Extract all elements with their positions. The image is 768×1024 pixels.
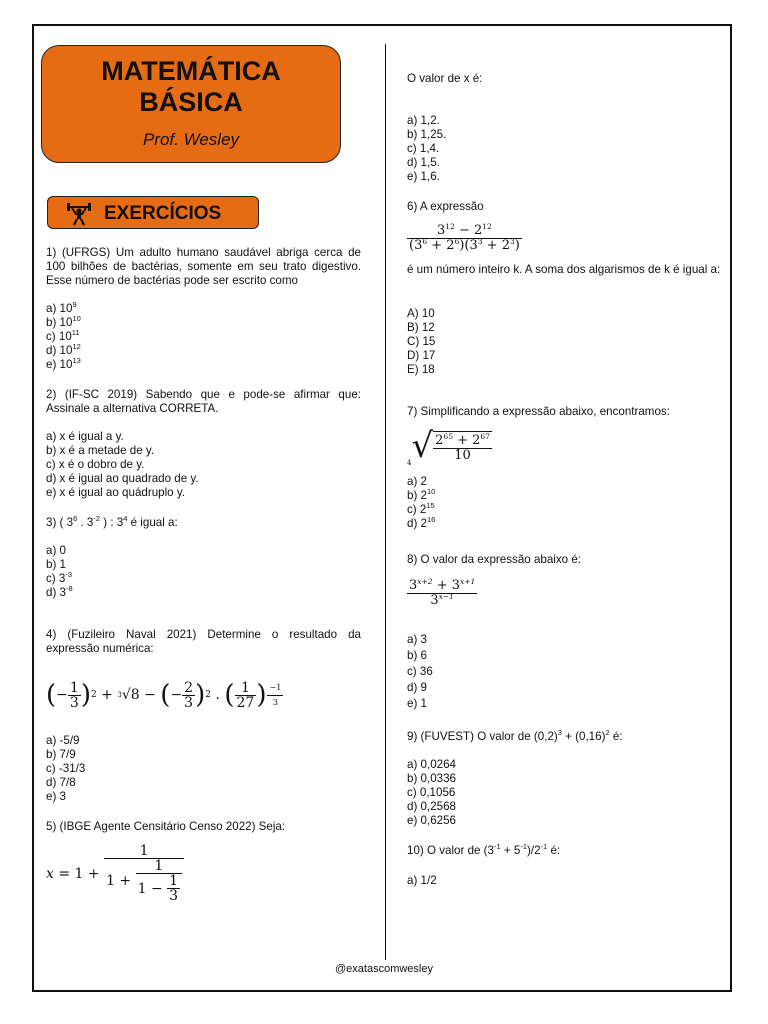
option: e) 1: [407, 697, 427, 710]
option: c) -31/3: [46, 762, 86, 775]
question-1-text: 1) (UFRGS) Um adulto humano saudável abriga cerca de 100 bilhões de bactérias, somente em seu trato digestivo. Esse número de bactérias pode ser escrito como: [46, 246, 361, 287]
left-column: [46, 246, 361, 903]
option: a) $10^9$: [46, 300, 77, 315]
weightlifter-icon: [66, 200, 92, 226]
question-3-text: 3) ( $3^6$ . $3^{-2}$ ) : $3^4$ é igual a:: [46, 514, 178, 529]
option: e) $10^{13}$: [46, 356, 81, 371]
option: b) $2^{10}$: [407, 487, 436, 502]
option: d) $3^{-8}$: [46, 584, 73, 599]
option: D) 17: [407, 349, 436, 362]
option: d) $2^{16}$: [407, 515, 436, 530]
question-6-label: 6) A expressão: [407, 200, 484, 213]
option: c) 1,4.: [407, 142, 440, 155]
question-2-options: [46, 430, 361, 500]
title-banner: [41, 45, 341, 163]
option: a) 0,0264: [407, 758, 456, 771]
option: b) $10^{10}$: [46, 314, 81, 329]
question-4-text: 4) (Fuzileiro Naval 2021) Determine o resultado da expressão numérica:: [46, 628, 361, 655]
question-6-options: [407, 307, 723, 377]
question-5-text: 5) (IBGE Agente Censitário Censo 2022) Seja:: [46, 820, 286, 833]
question-10-options: [407, 874, 723, 888]
option: a) x é igual a y.: [46, 430, 124, 443]
question-8-options: [407, 632, 723, 712]
option: a) 0: [46, 544, 66, 557]
question-8-text: 8) O valor da expressão abaixo é:: [407, 553, 582, 566]
option: c) $10^{11}$: [46, 328, 80, 343]
option: a) -5/9: [46, 734, 80, 747]
option: b) 1: [46, 558, 66, 571]
title-line-1: MATEMÁTICA: [101, 56, 281, 86]
option: c) x é o dobro de y.: [46, 458, 145, 471]
exercises-banner: [47, 196, 259, 229]
question-8-expression: $\frac{3^{x+2} + 3^{x+1}}{3^{x-1}}$: [409, 577, 476, 608]
right-column: [407, 72, 723, 888]
column-divider: [385, 44, 386, 960]
question-4-options: [46, 734, 361, 804]
option: d) 7/8: [46, 776, 76, 789]
option: A) 10: [407, 307, 435, 320]
question-5-expression: x = 1 + 1 1 + 1 1 − $\frac{1}{3}$: [46, 844, 361, 903]
option: d) x é igual ao quadrado de y.: [46, 472, 199, 485]
question-2-text: 2) (IF-SC 2019) Sabendo que e pode-se afirmar que: Assinale a alternativa CORRETA.: [46, 388, 361, 415]
question-9-options: [407, 758, 723, 828]
option: C) 15: [407, 335, 436, 348]
option: d) 9: [407, 681, 427, 694]
option: e) x é igual ao quádruplo y.: [46, 486, 185, 499]
option: e) 1,6.: [407, 170, 440, 183]
option: b) 6: [407, 649, 427, 662]
option: b) 1,25.: [407, 128, 447, 141]
option: b) x é a metade de y.: [46, 444, 155, 457]
question-7-text: 7) Simplificando a expressão abaixo, encontramos:: [407, 405, 670, 418]
option: a) 1,2.: [407, 114, 440, 127]
question-6-text: é um número inteiro k. A soma dos algarismos de k é igual a:: [407, 263, 721, 276]
question-7-options: [407, 475, 723, 531]
question-4-expression: ( − $\frac{1}{3}$ ) 2 + 3 √8 − ( − $\frac{2}{3}$ ) 2 . ( $\frac{1}{27}$ ) $\frac{-1}{3}$: [46, 679, 282, 711]
option: b) 0,0336: [407, 772, 456, 785]
footer-handle: @exatascomwesley: [335, 963, 433, 975]
option: d) 1,5.: [407, 156, 440, 169]
option: d) 0,2568: [407, 800, 456, 813]
option: d) $10^{12}$: [46, 342, 81, 357]
option: c) 36: [407, 665, 433, 678]
question-10-text: 10) O valor de $(3^{-1} + 5^{-1})/2^{-1}$ é:: [407, 842, 561, 857]
question-1-options: [46, 302, 361, 372]
option: c) $3^{-3}$: [46, 570, 72, 585]
section-label: EXERCÍCIOS: [104, 203, 222, 224]
option: e) 0,6256: [407, 814, 456, 827]
question-5-options: [407, 114, 723, 184]
option: B) 12: [407, 321, 435, 334]
question-6-expression: $\frac{3^{12} - 2^{12}}{(3^6 + 2^6)(3^3 + 2^3)}$: [409, 222, 520, 253]
option: e) 3: [46, 790, 66, 803]
question-3-options: [46, 544, 361, 600]
option: a) 3: [407, 633, 427, 646]
option: a) 2: [407, 475, 427, 488]
title-line-2: BÁSICA: [139, 87, 243, 117]
question-7-expression: 4 √ $\frac{2^{65} + 2^{67}}{10}$: [407, 426, 490, 467]
option: a) 1/2: [407, 874, 437, 887]
question-5-continuation: O valor de x é:: [407, 72, 483, 85]
question-9-text: 9) (FUVEST) O valor de $(0,2)^3 + (0,16)^2$ é:: [407, 728, 623, 743]
option: b) 7/9: [46, 748, 76, 761]
option: c) 0,1056: [407, 786, 456, 799]
option: c) $2^{15}$: [407, 501, 435, 516]
option: E) 18: [407, 363, 435, 376]
author-subtitle: Prof. Wesley: [142, 130, 240, 149]
